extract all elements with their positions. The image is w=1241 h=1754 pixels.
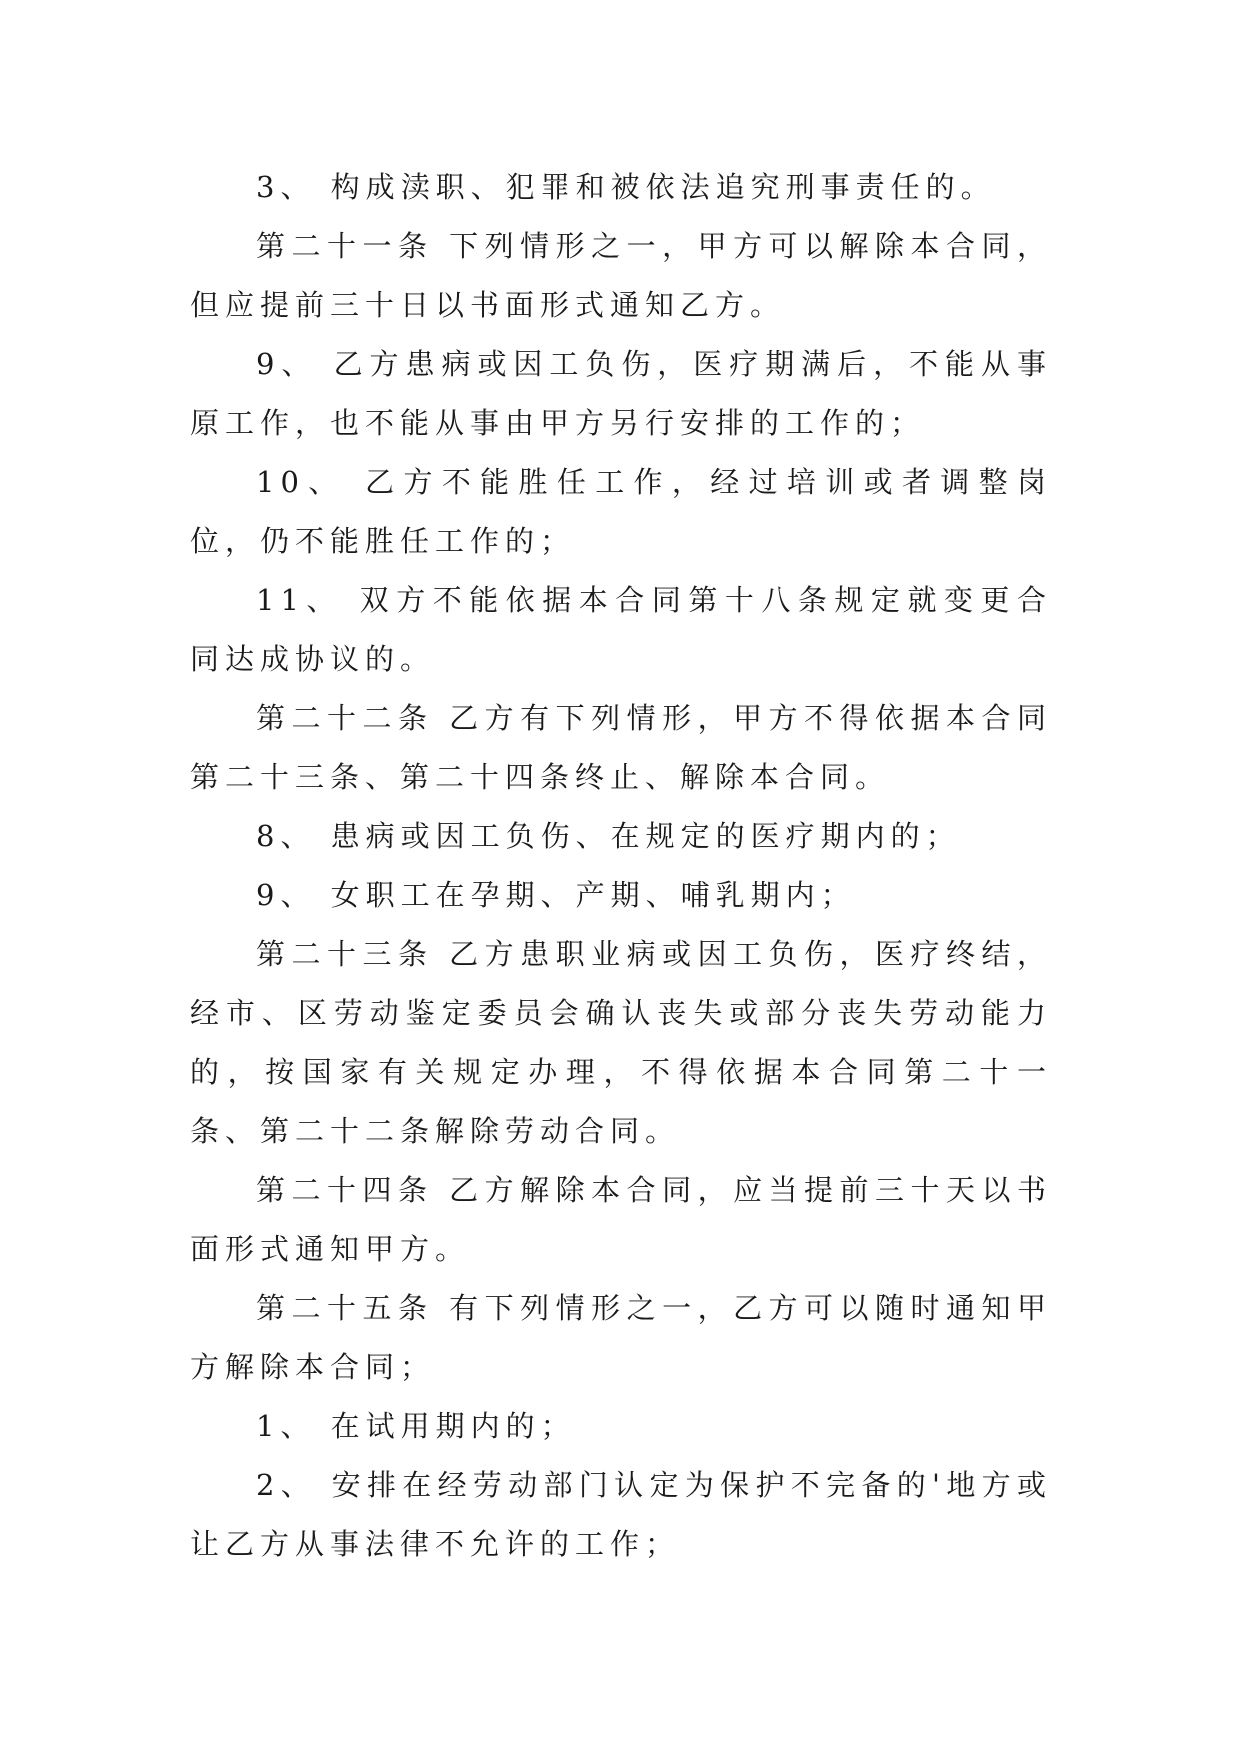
paragraph-item-10: 10、 乙方不能胜任工作，经过培训或者调整岗位，仍不能胜任工作的； [190, 465, 1052, 558]
document-body [190, 158, 1052, 1574]
paragraph-item-3: 3、 构成渎职、犯罪和被依法追究刑事责任的。 [256, 170, 996, 204]
article-21-paragraph: 第二十一条 下列情形之一，甲方可以解除本合同，但应提前三十日以书面形式通知乙方。 [190, 229, 1052, 322]
article-24-paragraph: 第二十四条 乙方解除本合同，应当提前三十天以书面形式通知甲方。 [190, 1173, 1052, 1266]
article-23-paragraph: 第二十三条 乙方患职业病或因工负伤，医疗终结，经市、区劳动鉴定委员会确认丧失或部分丧失劳动能力的，按国家有关规定办理，不得依据本合同第二十一条、第二十二条解除劳动合同。 [190, 937, 1052, 1148]
paragraph-item-8: 8、 患病或因工负伤、在规定的医疗期内的； [256, 819, 961, 853]
article-25-paragraph: 第二十五条 有下列情形之一，乙方可以随时通知甲方解除本合同； [190, 1291, 1052, 1384]
paragraph-item-11: 11、 双方不能依据本合同第十八条规定就变更合同达成协议的。 [190, 583, 1052, 676]
paragraph-item-1: 1、 在试用期内的； [256, 1409, 576, 1443]
paragraph-item-2: 2、 安排在经劳动部门认定为保护不完备的'地方或让乙方从事法律不允许的工作； [190, 1468, 1052, 1561]
paragraph-item-9-female-worker: 9、 女职工在孕期、产期、哺乳期内； [256, 878, 856, 912]
paragraph-item-9-illness: 9、 乙方患病或因工负伤，医疗期满后，不能从事原工作，也不能从事由甲方另行安排的工作的； [190, 347, 1052, 440]
article-22-paragraph: 第二十二条 乙方有下列情形，甲方不得依据本合同第二十三条、第二十四条终止、解除本合同。 [190, 701, 1052, 794]
